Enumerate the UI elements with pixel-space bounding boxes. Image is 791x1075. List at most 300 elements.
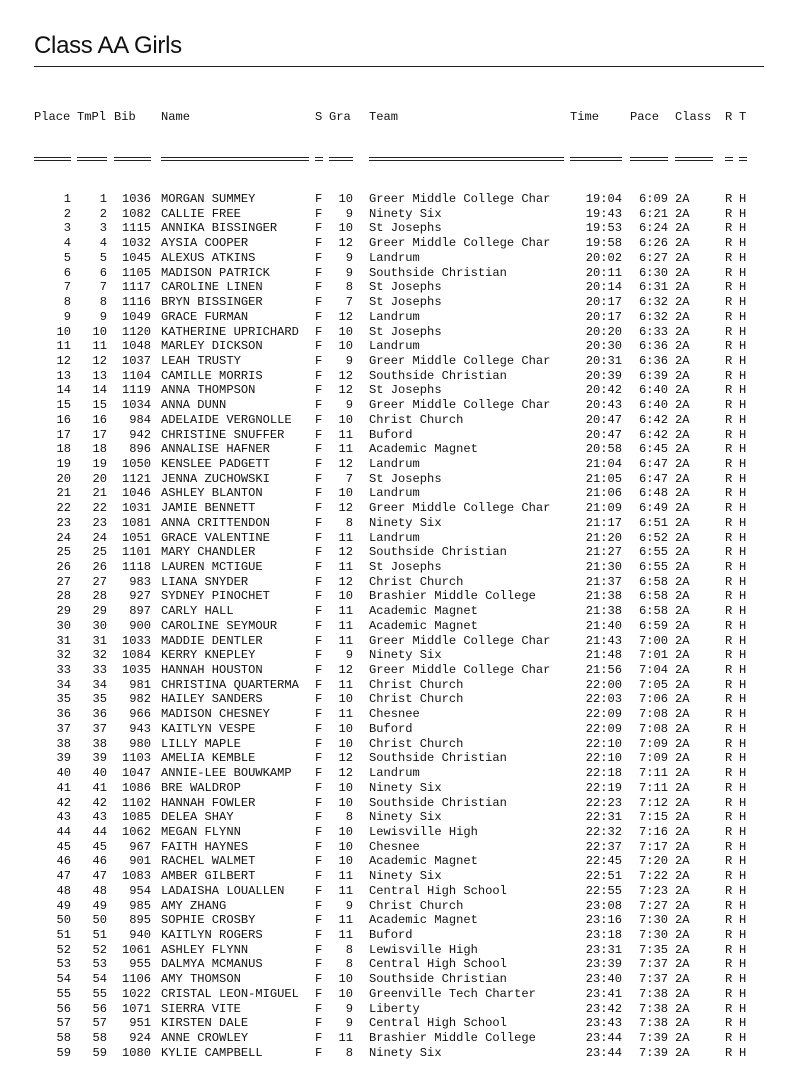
cell-team: Ninety Six [369, 515, 442, 530]
cell-bib: 1086 [121, 780, 151, 795]
cell-pace: 6:51 [638, 515, 668, 530]
cell-class: 2A [675, 942, 690, 957]
cell-class: 2A [675, 618, 690, 633]
table-row [34, 899, 774, 914]
cell-place: 35 [56, 692, 71, 707]
cell-place: 57 [56, 1016, 71, 1031]
cell-pace: 7:08 [638, 707, 668, 722]
col-header-pace: Pace [630, 110, 660, 125]
cell-time: 23:18 [585, 927, 622, 942]
cell-grade: 9 [345, 398, 353, 413]
cell-bib: 1103 [121, 751, 151, 766]
cell-place: 1 [63, 192, 71, 207]
cell-grade: 8 [345, 1045, 353, 1060]
cell-pace: 6:31 [638, 280, 668, 295]
cell-team: Landrum [369, 766, 420, 781]
table-row [34, 869, 774, 884]
cell-bib: 1083 [121, 869, 151, 884]
cell-t: H [739, 383, 747, 398]
cell-team: Buford [369, 427, 413, 442]
cell-place: 3 [63, 221, 71, 236]
table-row [34, 1002, 774, 1017]
col-header-sex: S [315, 110, 323, 125]
cell-class: 2A [675, 574, 690, 589]
cell-sex: F [315, 471, 323, 486]
cell-place: 36 [56, 707, 71, 722]
cell-class: 2A [675, 589, 690, 604]
cell-t: H [739, 515, 747, 530]
cell-t: H [739, 265, 747, 280]
cell-pace: 7:06 [638, 692, 668, 707]
cell-pace: 7:09 [638, 736, 668, 751]
cell-name: ANNE CROWLEY [161, 1031, 249, 1045]
cell-class: 2A [675, 780, 690, 795]
cell-t: H [739, 972, 747, 987]
cell-bib: 942 [129, 427, 151, 442]
cell-r: R [725, 353, 733, 368]
cell-place: 45 [56, 839, 71, 854]
cell-t: H [739, 618, 747, 633]
cell-grade: 9 [345, 898, 353, 913]
cell-pace: 7:01 [638, 648, 668, 663]
cell-r: R [725, 574, 733, 589]
cell-grade: 10 [338, 486, 353, 501]
cell-grade: 10 [338, 324, 353, 339]
cell-pace: 6:59 [638, 618, 668, 633]
cell-team: Landrum [369, 486, 420, 501]
cell-grade: 11 [338, 618, 353, 633]
cell-sex: F [315, 236, 323, 251]
cell-team: Greer Middle College Char [369, 192, 551, 207]
cell-sex: F [315, 192, 323, 207]
cell-time: 19:53 [585, 221, 622, 236]
cell-tmpl: 10 [92, 324, 107, 339]
cell-r: R [725, 751, 733, 766]
cell-time: 22:09 [585, 721, 622, 736]
cell-sex: F [315, 972, 323, 987]
cell-time: 19:04 [585, 192, 622, 207]
cell-pace: 7:22 [638, 869, 668, 884]
cell-grade: 8 [345, 957, 353, 972]
cell-place: 52 [56, 942, 71, 957]
cell-pace: 6:26 [638, 236, 668, 251]
cell-place: 21 [56, 486, 71, 501]
cell-class: 2A [675, 280, 690, 295]
cell-pace: 6:27 [638, 250, 668, 265]
cell-tmpl: 32 [92, 648, 107, 663]
cell-team: Christ Church [369, 736, 464, 751]
cell-class: 2A [675, 633, 690, 648]
cell-place: 27 [56, 574, 71, 589]
cell-pace: 7:23 [638, 883, 668, 898]
cell-class: 2A [675, 236, 690, 251]
cell-tmpl: 38 [92, 736, 107, 751]
cell-bib: 983 [129, 574, 151, 589]
cell-name: DELEA SHAY [161, 810, 234, 825]
cell-name: CAROLINE SEYMOUR [161, 618, 278, 633]
cell-r: R [725, 560, 733, 574]
cell-r: R [725, 427, 733, 442]
cell-t: H [739, 766, 747, 781]
cell-name: BRE WALDROP [161, 780, 241, 795]
cell-bib: 1047 [121, 766, 151, 781]
cell-tmpl: 48 [92, 883, 107, 898]
cell-class: 2A [675, 442, 690, 457]
cell-r: R [725, 692, 733, 707]
cell-time: 22:09 [585, 707, 622, 722]
cell-sex: F [315, 339, 323, 354]
cell-name: AMELIA KEMBLE [161, 751, 256, 766]
cell-t: H [739, 721, 747, 736]
cell-grade: 11 [338, 913, 353, 928]
table-row [34, 442, 774, 457]
cell-r: R [725, 957, 733, 972]
cell-r: R [725, 236, 733, 251]
cell-bib: 1034 [121, 398, 151, 413]
cell-team: Southside Christian [369, 972, 507, 987]
table-row [34, 221, 774, 236]
cell-sex: F [315, 869, 323, 884]
cell-class: 2A [675, 986, 690, 1001]
cell-grade: 12 [338, 574, 353, 589]
cell-bib: 1118 [121, 560, 151, 574]
cell-r: R [725, 442, 733, 457]
cell-name: LEAH TRUSTY [161, 353, 241, 368]
cell-class: 2A [675, 648, 690, 663]
cell-pace: 7:12 [638, 795, 668, 810]
cell-team: St Josephs [369, 471, 442, 486]
cell-name: ANNA THOMPSON [161, 383, 256, 398]
cell-class: 2A [675, 324, 690, 339]
cell-t: H [739, 560, 747, 574]
cell-tmpl: 49 [92, 898, 107, 913]
cell-place: 47 [56, 869, 71, 884]
cell-bib: 1022 [121, 986, 151, 1001]
cell-class: 2A [675, 721, 690, 736]
cell-place: 2 [63, 206, 71, 221]
cell-sex: F [315, 1031, 323, 1045]
cell-class: 2A [675, 810, 690, 825]
cell-team: Ninety Six [369, 1045, 442, 1060]
cell-grade: 11 [338, 869, 353, 884]
cell-team: Southside Christian [369, 545, 507, 560]
cell-r: R [725, 927, 733, 942]
cell-t: H [739, 692, 747, 707]
table-row [34, 472, 774, 487]
cell-bib: 1033 [121, 633, 151, 648]
cell-sex: F [315, 766, 323, 781]
cell-team: Ninety Six [369, 648, 442, 663]
cell-r: R [725, 368, 733, 383]
cell-r: R [725, 810, 733, 825]
cell-name: GRACE FURMAN [161, 309, 249, 324]
cell-sex: F [315, 1045, 323, 1060]
cell-name: HAILEY SANDERS [161, 692, 263, 707]
cell-tmpl: 50 [92, 913, 107, 928]
cell-r: R [725, 324, 733, 339]
cell-class: 2A [675, 192, 690, 207]
cell-tmpl: 41 [92, 780, 107, 795]
cell-time: 22:18 [585, 766, 622, 781]
title-divider [34, 66, 764, 67]
cell-team: Lewisville High [369, 942, 478, 957]
cell-grade: 12 [338, 236, 353, 251]
cell-sex: F [315, 986, 323, 1001]
cell-t: H [739, 295, 747, 310]
cell-grade: 10 [338, 986, 353, 1001]
cell-pace: 7:15 [638, 810, 668, 825]
cell-time: 20:30 [585, 339, 622, 354]
cell-name: KERRY KNEPLEY [161, 648, 256, 663]
cell-class: 2A [675, 545, 690, 560]
cell-pace: 7:39 [638, 1031, 668, 1045]
cell-sex: F [315, 589, 323, 604]
cell-bib: 984 [129, 412, 151, 427]
table-row [34, 884, 774, 899]
cell-name: KATHERINE UPRICHARD [161, 324, 299, 339]
cell-r: R [725, 1031, 733, 1045]
cell-t: H [739, 1045, 747, 1060]
cell-bib: 954 [129, 883, 151, 898]
table-row [34, 354, 774, 369]
cell-tmpl: 59 [92, 1045, 107, 1060]
cell-r: R [725, 530, 733, 545]
cell-place: 22 [56, 501, 71, 516]
cell-class: 2A [675, 250, 690, 265]
cell-grade: 11 [338, 442, 353, 457]
cell-pace: 6:55 [638, 545, 668, 560]
cell-grade: 9 [345, 1001, 353, 1016]
cell-pace: 7:38 [638, 1001, 668, 1016]
col-header-name: Name [161, 110, 191, 125]
cell-r: R [725, 824, 733, 839]
cell-bib: 1117 [121, 280, 151, 295]
cell-r: R [725, 383, 733, 398]
cell-pace: 7:37 [638, 972, 668, 987]
table-row [34, 295, 774, 310]
cell-tmpl: 4 [99, 236, 107, 251]
cell-pace: 7:00 [638, 633, 668, 648]
cell-time: 20:47 [585, 412, 622, 427]
cell-r: R [725, 589, 733, 604]
cell-place: 19 [56, 456, 71, 471]
cell-time: 23:16 [585, 913, 622, 928]
cell-sex: F [315, 398, 323, 413]
cell-sex: F [315, 854, 323, 869]
cell-r: R [725, 648, 733, 663]
cell-team: Ninety Six [369, 869, 442, 884]
cell-sex: F [315, 927, 323, 942]
cell-bib: 1115 [121, 221, 151, 236]
cell-grade: 8 [345, 942, 353, 957]
cell-grade: 9 [345, 265, 353, 280]
cell-name: MEGAN FLYNN [161, 824, 241, 839]
cell-pace: 6:45 [638, 442, 668, 457]
table-row [34, 943, 774, 958]
cell-grade: 8 [345, 515, 353, 530]
cell-grade: 10 [338, 972, 353, 987]
cell-bib: 1062 [121, 824, 151, 839]
cell-team: Greer Middle College Char [369, 633, 551, 648]
cell-tmpl: 43 [92, 810, 107, 825]
cell-r: R [725, 515, 733, 530]
cell-t: H [739, 869, 747, 884]
cell-t: H [739, 471, 747, 486]
cell-class: 2A [675, 972, 690, 987]
cell-t: H [739, 192, 747, 207]
cell-time: 22:37 [585, 839, 622, 854]
cell-t: H [739, 751, 747, 766]
cell-bib: 1031 [121, 501, 151, 516]
cell-class: 2A [675, 707, 690, 722]
cell-r: R [725, 663, 733, 678]
table-row [34, 192, 774, 207]
cell-grade: 11 [338, 677, 353, 692]
cell-tmpl: 16 [92, 412, 107, 427]
cell-team: St Josephs [369, 324, 442, 339]
cell-place: 58 [56, 1031, 71, 1045]
cell-name: ANNALISE HAFNER [161, 442, 270, 457]
cell-sex: F [315, 942, 323, 957]
cell-grade: 11 [338, 1031, 353, 1045]
cell-name: MADISON PATRICK [161, 265, 270, 280]
cell-class: 2A [675, 839, 690, 854]
cell-bib: 1121 [121, 471, 151, 486]
cell-bib: 1101 [121, 545, 151, 560]
cell-r: R [725, 280, 733, 295]
cell-class: 2A [675, 736, 690, 751]
cell-bib: 1084 [121, 648, 151, 663]
cell-r: R [725, 486, 733, 501]
cell-name: CARLY HALL [161, 604, 234, 619]
cell-class: 2A [675, 927, 690, 942]
cell-bib: 980 [129, 736, 151, 751]
table-row [34, 825, 774, 840]
cell-name: LIANA SNYDER [161, 574, 249, 589]
cell-grade: 8 [345, 810, 353, 825]
cell-time: 23:44 [585, 1031, 622, 1045]
cell-pace: 7:38 [638, 986, 668, 1001]
cell-t: H [739, 221, 747, 236]
cell-name: MADISON CHESNEY [161, 707, 270, 722]
table-row [34, 987, 774, 1002]
cell-t: H [739, 236, 747, 251]
page-title: Class AA Girls [34, 32, 182, 59]
cell-team: Academic Magnet [369, 618, 478, 633]
cell-tmpl: 55 [92, 986, 107, 1001]
cell-class: 2A [675, 206, 690, 221]
table-row [34, 236, 774, 251]
cell-team: Greenville Tech Charter [369, 986, 536, 1001]
cell-team: Academic Magnet [369, 604, 478, 619]
cell-pace: 6:58 [638, 589, 668, 604]
cell-place: 15 [56, 398, 71, 413]
cell-place: 59 [56, 1045, 71, 1060]
cell-pace: 7:39 [638, 1045, 668, 1060]
cell-place: 40 [56, 766, 71, 781]
cell-grade: 8 [345, 280, 353, 295]
cell-time: 22:00 [585, 677, 622, 692]
cell-grade: 12 [338, 383, 353, 398]
cell-time: 20:42 [585, 383, 622, 398]
cell-t: H [739, 442, 747, 457]
cell-r: R [725, 986, 733, 1001]
cell-name: ANNIKA BISSINGER [161, 221, 278, 236]
cell-r: R [725, 604, 733, 619]
cell-name: LAUREN MCTIGUE [161, 560, 263, 574]
cell-place: 25 [56, 545, 71, 560]
table-row [34, 589, 774, 604]
cell-t: H [739, 633, 747, 648]
cell-t: H [739, 427, 747, 442]
cell-r: R [725, 795, 733, 810]
cell-team: Ninety Six [369, 780, 442, 795]
cell-grade: 10 [338, 839, 353, 854]
cell-tmpl: 2 [99, 206, 107, 221]
cell-t: H [739, 927, 747, 942]
table-row [34, 928, 774, 943]
cell-time: 22:31 [585, 810, 622, 825]
cell-grade: 12 [338, 309, 353, 324]
cell-class: 2A [675, 515, 690, 530]
cell-place: 8 [63, 295, 71, 310]
cell-name: KAITLYN ROGERS [161, 927, 263, 942]
cell-t: H [739, 957, 747, 972]
cell-pace: 6:58 [638, 574, 668, 589]
table-row [34, 1031, 774, 1046]
cell-tmpl: 6 [99, 265, 107, 280]
cell-team: St Josephs [369, 280, 442, 295]
cell-name: BRYN BISSINGER [161, 295, 263, 310]
cell-team: Greer Middle College Char [369, 236, 551, 251]
cell-bib: 1085 [121, 810, 151, 825]
cell-team: Academic Magnet [369, 913, 478, 928]
cell-place: 37 [56, 721, 71, 736]
cell-time: 23:41 [585, 986, 622, 1001]
cell-grade: 11 [338, 883, 353, 898]
cell-r: R [725, 206, 733, 221]
cell-tmpl: 26 [92, 560, 107, 574]
cell-pace: 7:11 [638, 780, 668, 795]
cell-r: R [725, 721, 733, 736]
cell-t: H [739, 398, 747, 413]
cell-name: SIERRA VITE [161, 1001, 241, 1016]
cell-time: 20:47 [585, 427, 622, 442]
cell-tmpl: 14 [92, 383, 107, 398]
table-row [34, 516, 774, 531]
cell-place: 42 [56, 795, 71, 810]
cell-pace: 6:48 [638, 486, 668, 501]
cell-team: Academic Magnet [369, 442, 478, 457]
cell-class: 2A [675, 869, 690, 884]
cell-r: R [725, 1001, 733, 1016]
cell-tmpl: 23 [92, 515, 107, 530]
cell-place: 50 [56, 913, 71, 928]
cell-grade: 9 [345, 648, 353, 663]
cell-bib: 955 [129, 957, 151, 972]
cell-tmpl: 3 [99, 221, 107, 236]
cell-team: Ninety Six [369, 810, 442, 825]
cell-name: KAITLYN VESPE [161, 721, 256, 736]
cell-place: 46 [56, 854, 71, 869]
table-row [34, 737, 774, 752]
cell-name: ASHLEY FLYNN [161, 942, 249, 957]
cell-name: AMBER GILBERT [161, 869, 256, 884]
cell-name: ANNA CRITTENDON [161, 515, 270, 530]
cell-r: R [725, 295, 733, 310]
cell-bib: 900 [129, 618, 151, 633]
table-row [34, 781, 774, 796]
